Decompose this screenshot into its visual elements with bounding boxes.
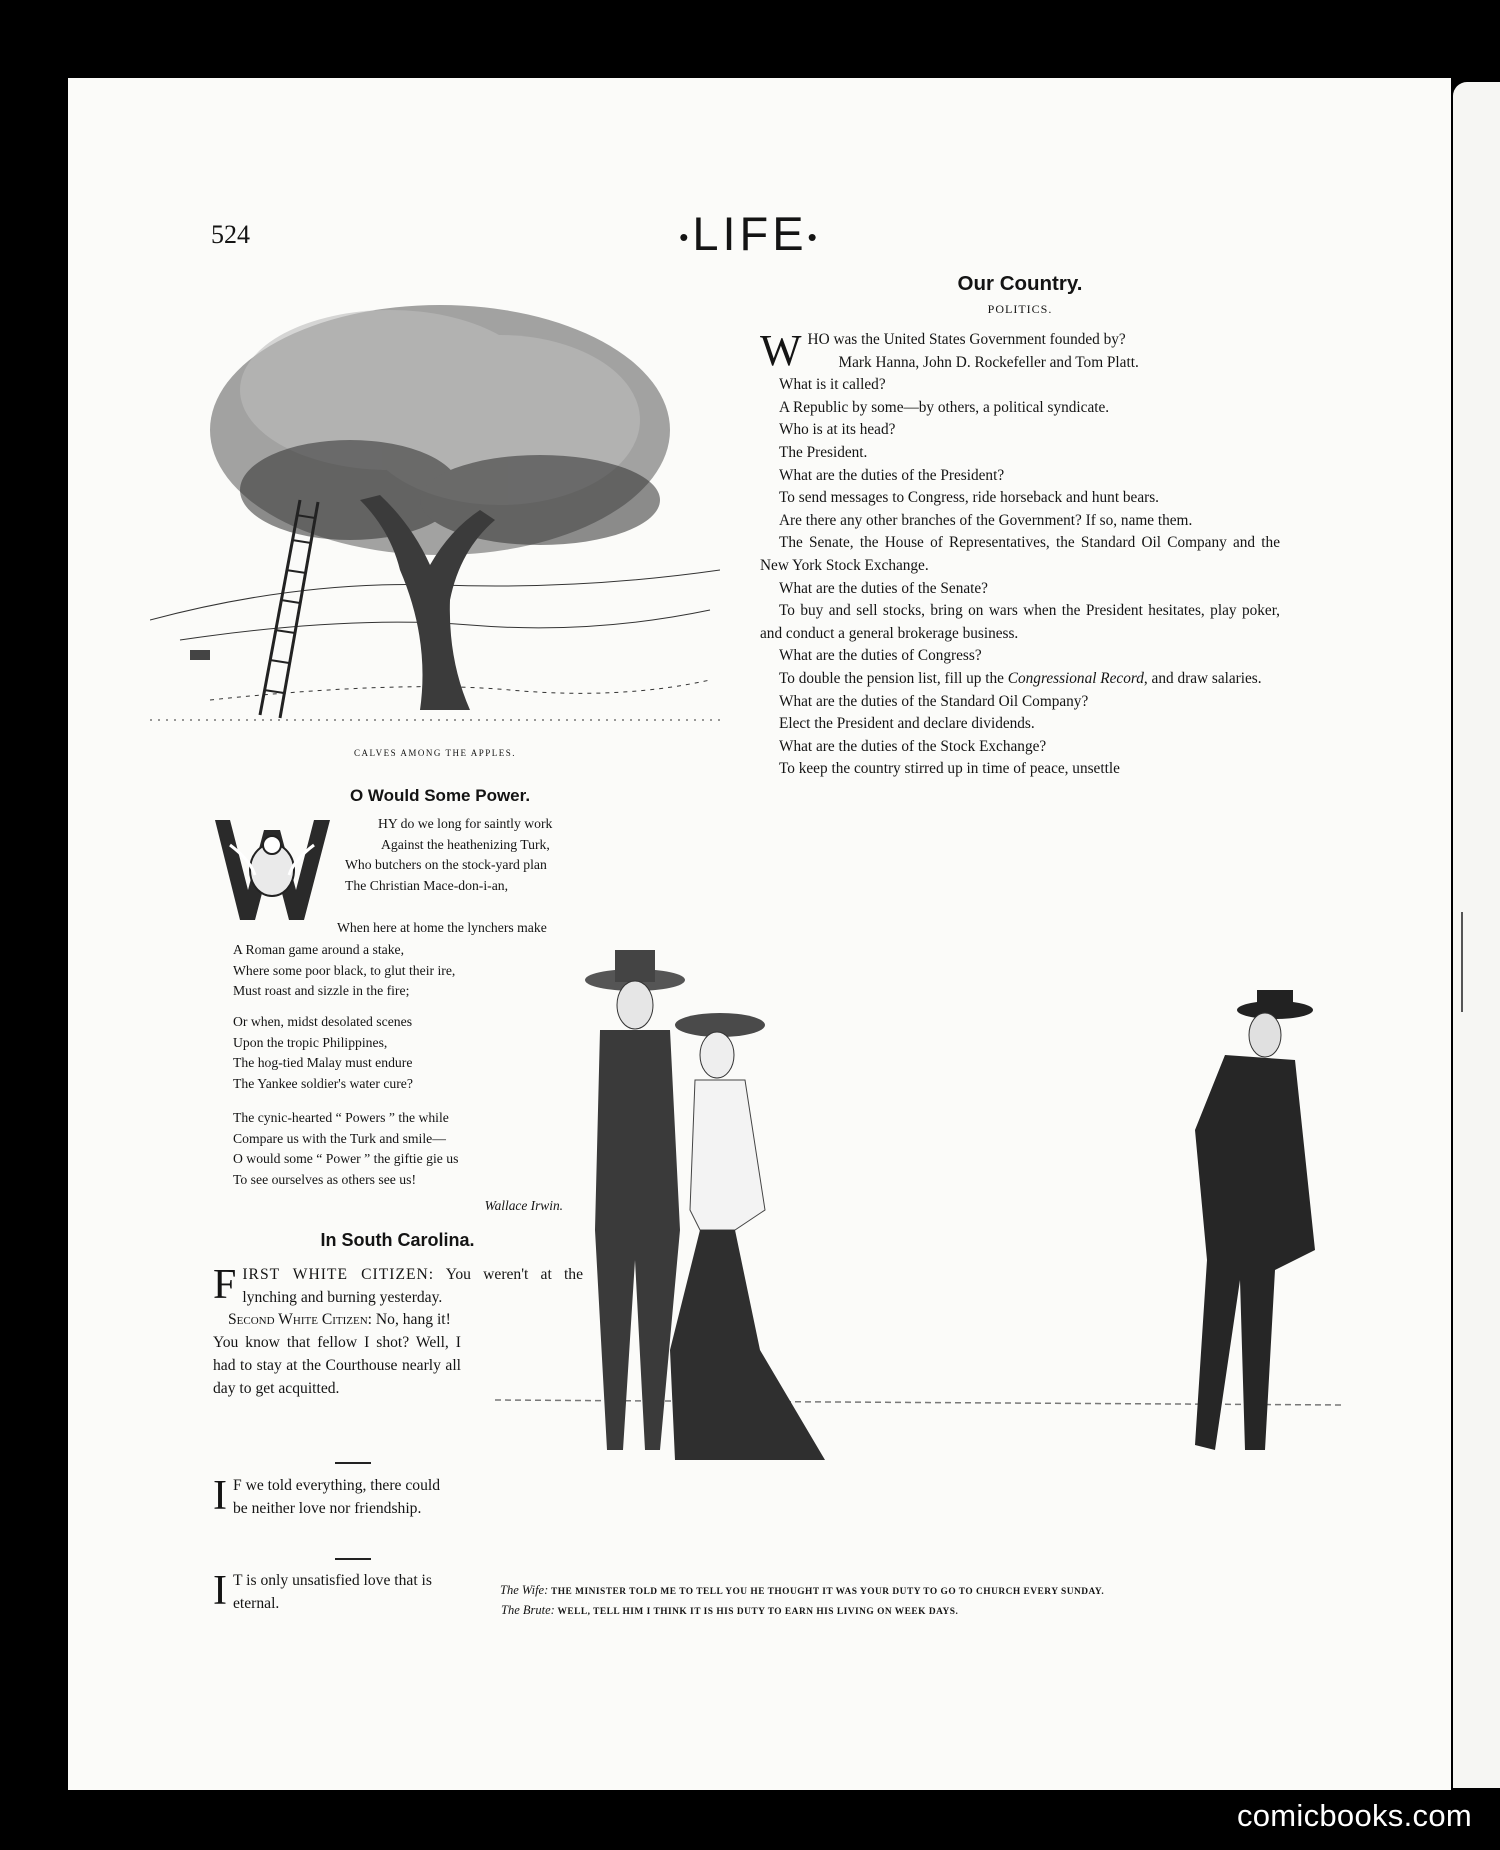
aphorism: I T is only unsatisfied love that is eternal. bbox=[213, 1568, 432, 1614]
drop-cap: I bbox=[213, 1568, 227, 1614]
watermark: comicbooks.com bbox=[1236, 1798, 1472, 1833]
article-body bbox=[760, 326, 1280, 781]
poem-line: O would some “ Power ” the giftie gie us bbox=[233, 1151, 459, 1166]
poem-stanza-1 bbox=[345, 814, 675, 896]
poem-line: The Yankee soldier's water cure? bbox=[233, 1075, 413, 1091]
qa-line: To buy and sell stocks, bring on wars when the President hesitates, play poker, and conduct a general brokerage business. bbox=[760, 602, 1280, 642]
poem-line: Upon the tropic Philippines, bbox=[233, 1034, 388, 1050]
qa-line: What are the duties of the President? bbox=[779, 466, 1005, 484]
article-our-country bbox=[760, 272, 1280, 781]
poem-line: Where some poor black, to glut their ire, bbox=[233, 962, 456, 978]
qa-line: What are the duties of Congress? bbox=[779, 647, 982, 665]
qa-line: What are the duties of the Standard Oil Company? bbox=[779, 692, 1089, 710]
qa-line: To send messages to Congress, ride horseback and hunt bears. bbox=[779, 489, 1159, 507]
masthead-dot-right: • bbox=[807, 222, 821, 253]
poem-author: Wallace Irwin. bbox=[484, 1198, 563, 1213]
poem-line: The cynic-hearted “ Powers ” the while bbox=[233, 1110, 449, 1125]
tree-caption: CALVES AMONG THE APPLES. bbox=[353, 748, 517, 758]
second-citizen-line: Second White Citizen: No, hang it! bbox=[228, 1311, 451, 1329]
divider bbox=[335, 1462, 371, 1464]
qa-line: WHO was the United States Government founded by? Mark Hanna, John D. Rockefeller and Tom Platt. bbox=[760, 326, 1139, 375]
poem-line: When here at home the lynchers make bbox=[337, 920, 547, 935]
adjacent-page-edge bbox=[1453, 82, 1500, 1788]
article-subtitle: POLITICS. bbox=[987, 302, 1053, 316]
article-title: Our Country. bbox=[957, 272, 1083, 295]
caption-line-brute: The Brute: WELL, TELL HIM I THINK IT IS HIS DUTY TO EARN HIS LIVING ON WEEK DAYS. bbox=[501, 1603, 959, 1617]
qa-line: The Senate, the House of Representatives, the Standard Oil Company and the New York Stock Exchange. bbox=[760, 534, 1280, 574]
south-carolina-title: In South Carolina. bbox=[320, 1230, 475, 1250]
qa-line: Are there any other branches of the Government? If so, name them. bbox=[779, 511, 1193, 529]
qa-line: To keep the country stirred up in time of peace, unsettle bbox=[779, 760, 1120, 778]
caption-line-wife: The Wife: THE MINISTER TOLD ME TO TELL YOU HE THOUGHT IT WAS YOUR DUTY TO GO TO CHURCH EVERY SUNDAY. bbox=[500, 1583, 1105, 1597]
page-number: 524 bbox=[211, 220, 250, 249]
eagle-drop-cap-w-icon bbox=[210, 815, 335, 925]
poem-line: To see ourselves as others see us! bbox=[233, 1171, 417, 1187]
poem-line: The Christian Mace-don-i-an, bbox=[345, 877, 509, 893]
qa-line: What is it called? bbox=[779, 376, 886, 394]
poem-line: Must roast and sizzle in the fire; bbox=[233, 983, 410, 998]
tree-illustration bbox=[150, 280, 720, 740]
cartoon-caption bbox=[500, 1581, 1320, 1621]
masthead bbox=[630, 206, 870, 261]
poem-line: Against the heathenizing Turk, bbox=[381, 836, 550, 852]
qa-line: To double the pension list, fill up the Congressional Record, and draw salaries. bbox=[779, 669, 1262, 687]
qa-line: What are the duties of the Stock Exchange? bbox=[779, 737, 1047, 755]
divider bbox=[335, 1558, 371, 1560]
qa-line: What are the duties of the Senate? bbox=[779, 579, 988, 597]
poem-line: The hog-tied Malay must endure bbox=[233, 1055, 413, 1070]
poem-line: Who butchers on the stock-yard plan bbox=[345, 857, 547, 872]
poem-line: Compare us with the Turk and smile— bbox=[233, 1130, 446, 1146]
poem-line: A Roman game around a stake, bbox=[233, 942, 405, 957]
qa-line: A Republic by some—by others, a political syndicate. bbox=[779, 398, 1110, 416]
second-citizen-line-cont: You know that fellow I shot? Well, I had to stay at the Courthouse nearly all day to get acquitted. bbox=[213, 1334, 461, 1397]
qa-line: The President. bbox=[779, 443, 868, 461]
masthead-title: LIFE bbox=[692, 207, 808, 260]
poem-line: HY do we long for saintly work bbox=[378, 816, 553, 831]
aphorism: I F we told everything, there could be neither love nor friendship. bbox=[213, 1473, 440, 1519]
masthead-dot-left: • bbox=[679, 222, 693, 253]
poem-line: Or when, midst desolated scenes bbox=[233, 1014, 413, 1029]
qa-line: Who is at its head? bbox=[779, 421, 896, 439]
drop-cap: I bbox=[213, 1473, 227, 1519]
cartoon-illustration bbox=[495, 930, 1355, 1490]
drop-cap: W bbox=[760, 326, 802, 375]
qa-line: Elect the President and declare dividends. bbox=[779, 715, 1035, 733]
poem-title: O Would Some Power. bbox=[349, 786, 531, 805]
drop-cap: F bbox=[213, 1262, 237, 1308]
first-citizen-line: FIRST WHITE CITIZEN: You weren't at the lynching and burning yesterday. bbox=[213, 1262, 583, 1308]
